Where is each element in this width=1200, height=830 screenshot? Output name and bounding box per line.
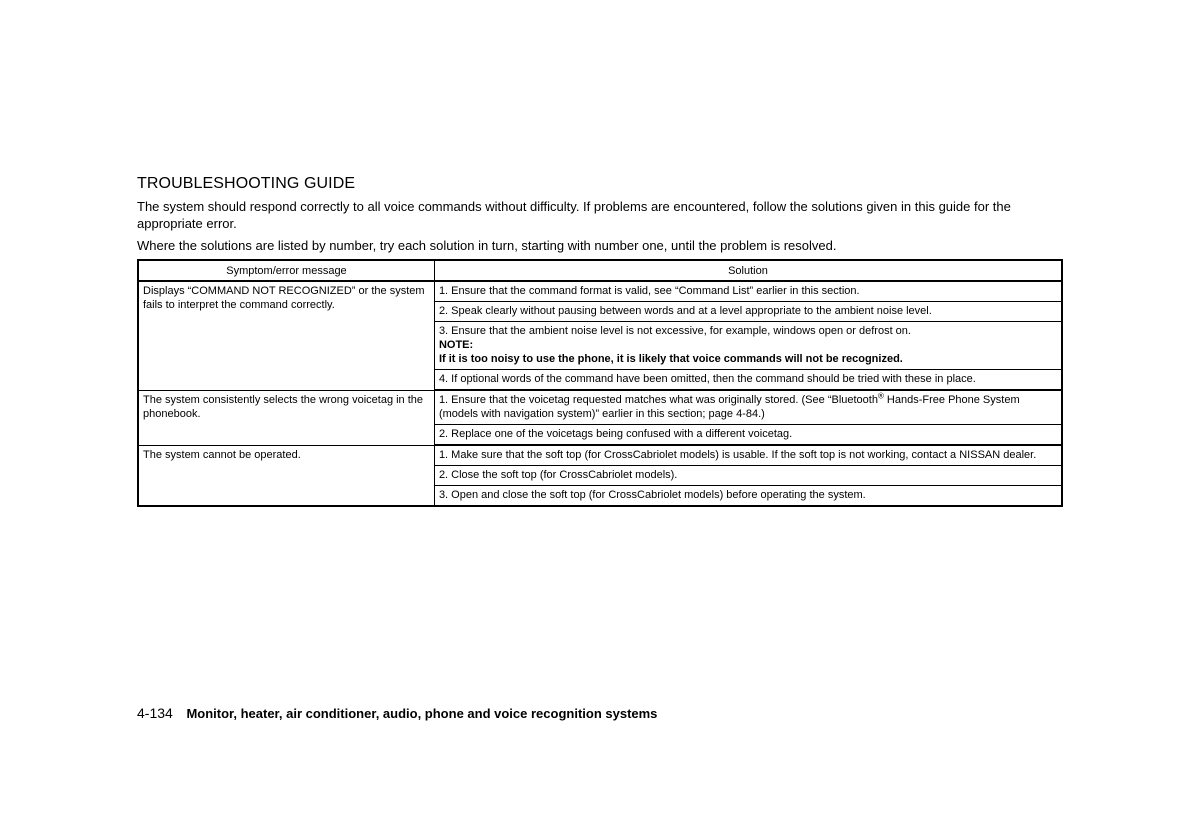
table-header-row [138, 260, 1062, 281]
solution-cell: 3. Open and close the soft top (for CrossCabriolet models) before operating the system. [434, 486, 1062, 507]
solution-cell: 2. Replace one of the voicetags being confused with a different voicetag. [434, 425, 1062, 446]
note-text: If it is too noisy to use the phone, it is likely that voice commands will not be recognized. [438, 353, 903, 365]
instruction-paragraph: Where the solutions are listed by number, try each solution in turn, starting with number one, until the problem is resolved. [137, 238, 837, 253]
registered-mark: ® [877, 391, 884, 401]
symptom-cell: The system cannot be operated. [138, 445, 434, 506]
section-title: Monitor, heater, air conditioner, audio, phone and voice recognition systems [186, 706, 658, 721]
solution-text-part: Hands-Free Phone System (models with navigation system)” earlier in this section; page 4-84.) [438, 394, 1020, 420]
solution-text-part: 1. Ensure that the voicetag requested matches what was originally stored. (See “Bluetooth [438, 394, 878, 406]
solution-cell: 1. Make sure that the soft top (for CrossCabriolet models) is usable. If the soft top is not working, contact a NISSAN dealer. [434, 445, 1062, 466]
note-label: NOTE: [438, 339, 474, 351]
page-footer [137, 705, 657, 721]
solution-cell: 2. Speak clearly without pausing between words and at a level appropriate to the ambient noise level. [434, 302, 1062, 322]
page-number: 4-134 [137, 705, 173, 721]
table-row [138, 445, 1062, 466]
intro-paragraph: The system should respond correctly to all voice commands without difficulty. If problems are encountered, follow the solutions given in this guide for the appropriate error. [137, 199, 1011, 231]
page-title: TROUBLESHOOTING GUIDE [137, 175, 356, 192]
solution-column-header: Solution [434, 260, 1062, 281]
solution-cell [434, 390, 1062, 425]
solution-cell [434, 322, 1062, 370]
table-row [138, 390, 1062, 425]
solution-text: 3. Ensure that the ambient noise level is not excessive, for example, windows open or defrost on. [438, 325, 911, 337]
symptom-column-header: Symptom/error message [138, 260, 434, 281]
troubleshooting-table [137, 259, 1063, 507]
solution-cell: 1. Ensure that the command format is valid, see “Command List” earlier in this section. [434, 281, 1062, 302]
solution-cell: 4. If optional words of the command have been omitted, then the command should be tried with these in place. [434, 370, 1062, 391]
symptom-cell: Displays “COMMAND NOT RECOGNIZED” or the system fails to interpret the command correctly. [138, 281, 434, 390]
symptom-cell: The system consistently selects the wrong voicetag in the phonebook. [138, 390, 434, 445]
table-row [138, 281, 1062, 302]
solution-cell: 2. Close the soft top (for CrossCabriolet models). [434, 466, 1062, 486]
